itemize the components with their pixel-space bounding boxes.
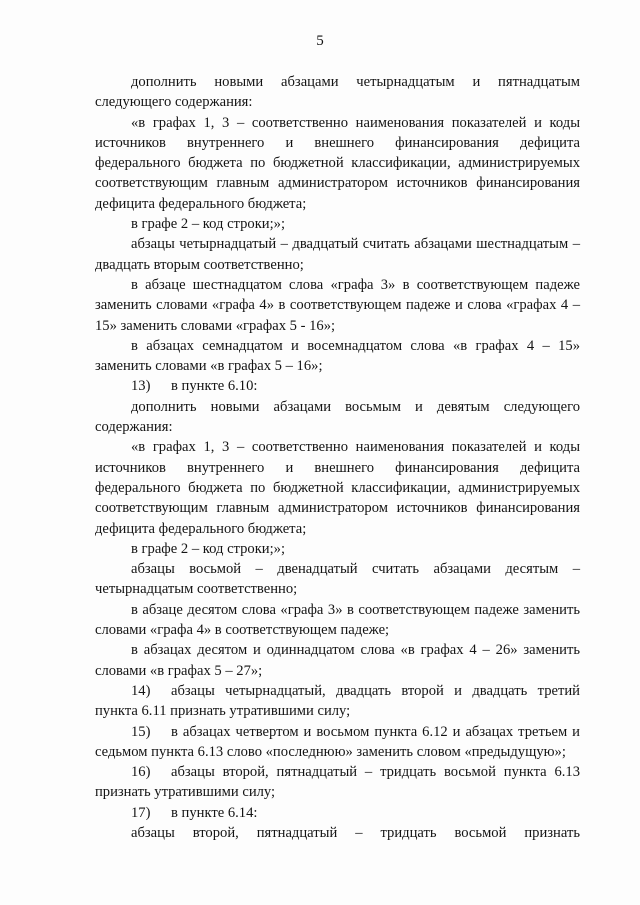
paragraph-text: в абзацах десятом и одиннадцатом слова «в графах 4 – 26» заменить словами «в графах 5 – 27»; [95,642,580,679]
document-body [95,72,580,843]
paragraph [95,214,580,234]
numbered-paragraph [95,376,580,396]
numbered-paragraph [95,681,580,722]
paragraph-text: в абзаце десятом слова «графа 3» в соответствующем падеже заменить словами «графа 4» в соответствующем падеже; [95,601,580,639]
paragraph-text: в графе 2 – код строки;»; [131,216,286,233]
paragraph-text: абзацы четырнадцатый – двадцатый считать абзацами шестнадцатым – двадцать вторым соответственно; [95,236,580,273]
paragraph-text: дополнить новыми абзацами восьмым и девятым следующего содержания: [95,398,580,436]
paragraph-text: абзацы восьмой – двенадцатый считать абзацами десятым – четырнадцатым соответственно; [95,561,580,598]
paragraph-text: в графе 2 – код строки;»; [131,540,286,557]
paragraph-text: в абзаце шестнадцатом слова «графа 3» в соответствующем падеже заменить словами «графа 4» в соответствующем падеже и слова «графах 4 – 15» заменить словами «графах 5 - 16»; [95,276,580,334]
numbered-paragraph [95,722,580,763]
numbered-paragraph [95,803,580,823]
paragraph-text: «в графах 1, 3 – соответственно наименования показателей и коды источников внутреннего и внешнего финансирования дефицита федерального бюджета по бюджетной классификации, администрируемых соответствующим главным администратором источников финансирования дефицита федерального бюджета; [95,439,580,537]
paragraph [95,113,580,214]
paragraph [95,397,580,438]
paragraph [95,539,580,559]
item-number: 17) [131,804,151,821]
paragraph [95,823,580,843]
paragraph [95,559,580,600]
paragraph-text: в абзацах семнадцатом и восемнадцатом слова «в графах 4 – 15» заменить словами «в графах 5 – 16»; [95,337,580,375]
item-number: 16) [131,764,151,781]
numbered-paragraph [95,762,580,803]
paragraph [95,234,580,275]
item-number: 14) [131,682,151,699]
paragraph [95,640,580,681]
paragraph [95,437,580,538]
paragraph-text: дополнить новыми абзацами четырнадцатым и пятнадцатым следующего содержания: [95,74,580,111]
paragraph-text: абзацы второй, пятнадцатый – тридцать восьмой пункта 6.13 признать утратившими силу; [95,764,580,801]
page-number: 5 [316,33,324,49]
item-number: 13) [131,378,151,395]
paragraph [95,336,580,377]
paragraph-text: абзацы второй, пятнадцатый – тридцать восьмой признать [131,824,580,841]
paragraph [95,72,580,113]
paragraph-text: в пункте 6.10: [171,378,258,395]
paragraph-text: в абзацах четвертом и восьмом пункта 6.12 и абзацах третьем и седьмом пункта 6.13 слово «последнюю» заменить словом «предыдущую»; [95,723,580,760]
paragraph-text: абзацы четырнадцатый, двадцать второй и двадцать третий пункта 6.11 признать утратившими силу; [95,682,580,720]
paragraph [95,275,580,336]
paragraph-text: «в графах 1, 3 – соответственно наименования показателей и коды источников внутреннего и внешнего финансирования дефицита федерального бюджета по бюджетной классификации, администрируемых соответствующим главным администратором источников финансирования дефицита федерального бюджета; [95,114,580,212]
item-number: 15) [131,723,151,740]
paragraph [95,600,580,641]
paragraph-text: в пункте 6.14: [171,804,258,821]
